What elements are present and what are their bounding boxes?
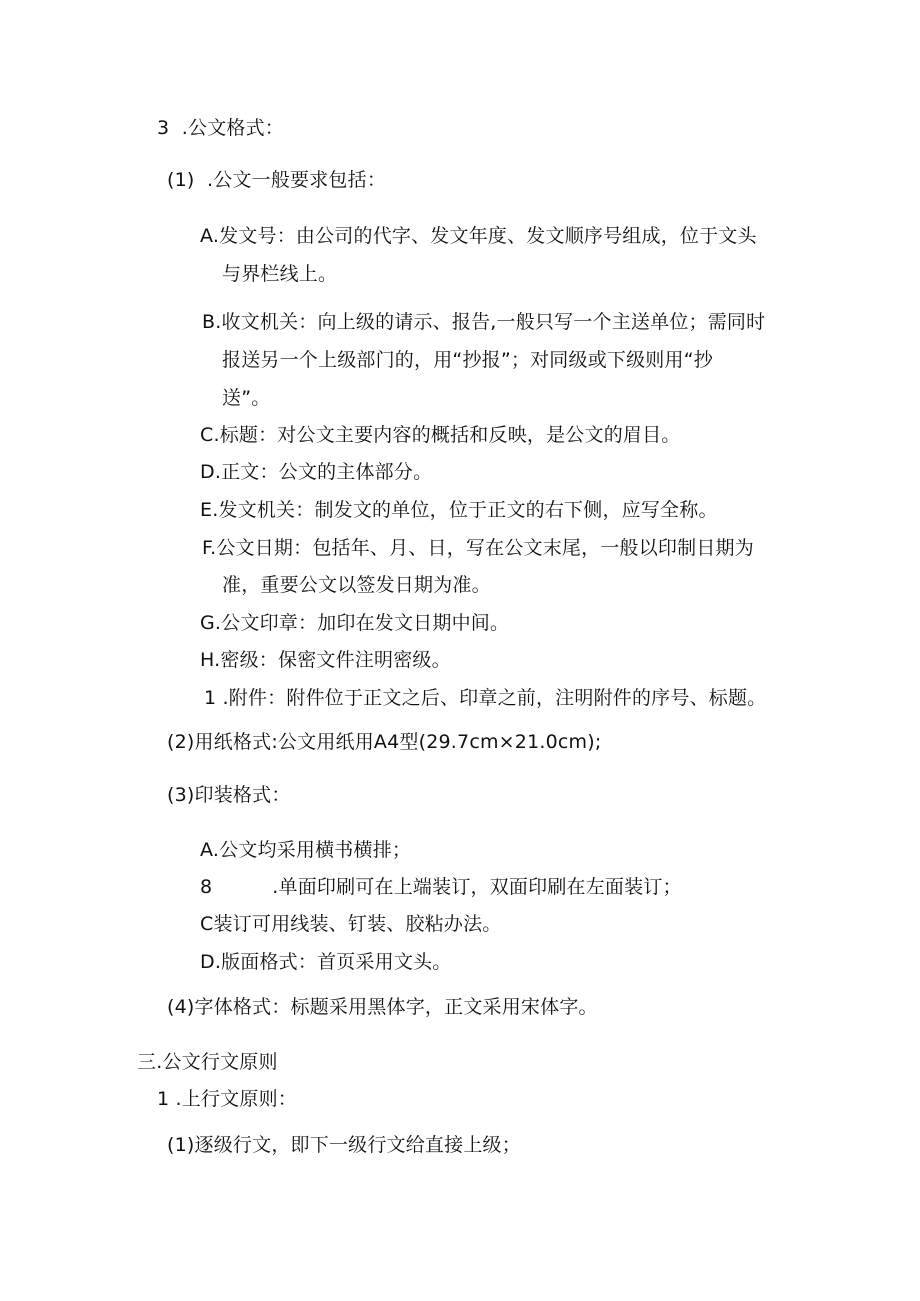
chapter-3-heading: 三.公文行文原则 <box>137 1051 278 1073</box>
principle-1-heading: 1 .上行文原则： <box>157 1088 297 1110</box>
item-f-line-2: 准，重要公文以签发日期为准。 <box>222 574 491 596</box>
item-b-line-2: 报送另一个上级部门的，用“抄报”；对同级或下级则用“抄 <box>222 349 713 371</box>
item-b-line-3: 送”。 <box>222 387 271 409</box>
item-g: G.公文印章：加印在发文日期中间。 <box>200 612 510 634</box>
print-item-b-text: .单面印刷可在上端装订，双面印刷在左面装订； <box>272 876 682 898</box>
item-b-line-1: B.收文机关：向上级的请示、报告,一般只写一个主送单位；需同时 <box>202 311 766 333</box>
item-h: H.密级：保密文件注明密级。 <box>200 649 451 671</box>
subsection-2-paper-format: (2)用纸格式:公文用纸用A4型(29.7cm×21.0cm); <box>167 731 602 753</box>
print-item-d: D.版面格式：首页采用文头。 <box>200 951 452 973</box>
print-item-a: A.公文均采用横书横排； <box>200 839 412 861</box>
subsection-1-heading: (1) .公文一般要求包括： <box>167 169 387 191</box>
print-item-b <box>200 875 682 899</box>
item-a-line-1: A.发文号：由公司的代字、发文年度、发文顺序号组成，位于文头 <box>200 225 757 247</box>
item-f-line-1: F.公文日期：包括年、月、日，写在公文末尾，一般以印制日期为 <box>202 537 754 559</box>
principle-1-item-1: (1)逐级行文，即下一级行文给直接上级； <box>167 1134 521 1156</box>
item-a-line-2: 与界栏线上。 <box>222 263 338 285</box>
subsection-3-heading: (3)印装格式： <box>167 784 291 806</box>
section-3-heading: 3 .公文格式： <box>157 117 285 139</box>
print-item-c: C装订可用线装、钉装、胶粘办法。 <box>200 913 502 935</box>
print-item-b-number: 8 <box>200 876 213 898</box>
item-c: C.标题：对公文主要内容的概括和反映，是公文的眉目。 <box>200 424 681 446</box>
subsection-4-font-format: (4)字体格式：标题采用黑体字，正文采用宋体字。 <box>167 996 598 1018</box>
item-d: D.正文：公文的主体部分。 <box>200 461 433 483</box>
item-attachment: 1 .附件：附件位于正文之后、印章之前，注明附件的序号、标题。 <box>204 687 767 709</box>
item-e: E.发文机关：制发文的单位，位于正文的右下侧，应写全称。 <box>200 499 718 521</box>
